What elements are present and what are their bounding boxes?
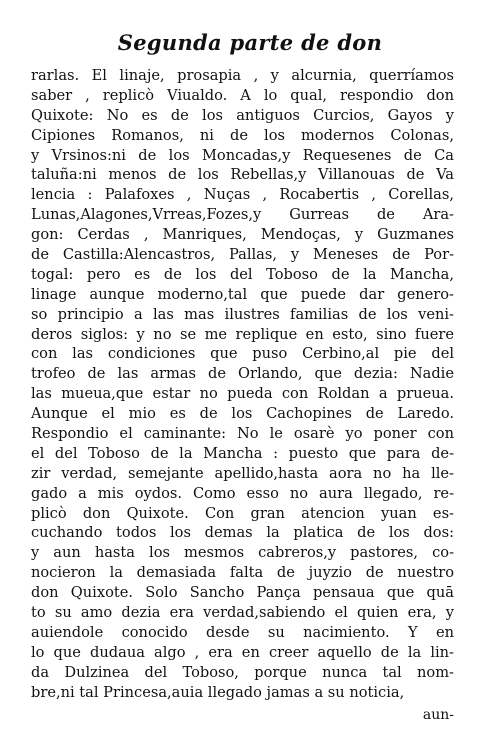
text-line: so principio a las mas ilustres familias de los veni-	[31, 305, 454, 323]
body-text	[31, 66, 454, 703]
catchword: aun-	[422, 707, 454, 723]
text-line: Lunas,Alagones,Vrreas,Fozes,y Gurreas de Ara-	[31, 206, 454, 224]
text-line: don Quixote. Solo Sancho Pança pensaua que quā	[31, 584, 454, 602]
text-line: trofeo de las armas de Orlando, que dezia: Nadie	[31, 365, 454, 383]
text-line: gon: Cerdas , Manriques, Mendoças, y Guzmanes	[31, 226, 454, 244]
text-line: deros siglos: y no se me replique en esto, sino fuere	[31, 325, 454, 343]
text-line: plicò don Quixote. Con gran atencion yuan es-	[31, 504, 454, 522]
text-line: togal: pero es de los del Toboso de la Mancha,	[31, 265, 454, 283]
text-line: to su amo dezia era verdad,sabiendo el quien era, y	[31, 604, 454, 622]
text-line: zir verdad, semejante apellido,hasta aora no ha lle-	[31, 464, 454, 482]
text-line: linage aunque moderno,tal que puede dar genero-	[31, 285, 454, 303]
text-line: bre,ni tal Princesa,auia llegado jamas a su noticia,	[31, 683, 405, 701]
text-line: y aun hasta los mesmos cabreros,y pastores, co-	[31, 544, 454, 562]
text-line: auiendole conocido desde su nacimiento. Y en	[31, 623, 454, 641]
text-line: da Dulzinea del Toboso, porque nunca tal nom-	[31, 663, 454, 681]
text-line: gado a mis oydos. Como esso no aura llegado, re-	[31, 484, 454, 502]
text-line: lo que dudaua algo , era en creer aquello de la lin-	[31, 643, 454, 661]
text-line: Quixote: No es de los antiguos Curcios, Gayos y	[31, 106, 454, 124]
text-line: el del Toboso de la Mancha : puesto que para de-	[31, 444, 454, 462]
text-line: rarlas. El linaje, prosapia , y alcurnia, querríamos	[31, 67, 454, 84]
text-line: taluña:ni menos de los Rebellas,y Villanouas de Va	[31, 166, 454, 184]
text-line: lencia : Palafoxes , Nuças , Rocabertis , Corellas,	[31, 186, 454, 204]
text-line: Respondio el caminante: No le osarè yo poner con	[31, 425, 454, 443]
text-line: nocieron la demasiada falta de juyzio de nuestro	[31, 564, 454, 582]
text-line: Cipiones Romanos, ni de los modernos Colonas,	[31, 126, 454, 144]
text-line: cuchando todos los demas la platica de los dos:	[31, 524, 454, 542]
text-line: y Vrsinos:ni de los Moncadas,y Requesenes de Ca	[31, 146, 454, 164]
running-head: Segunda parte de don	[117, 30, 383, 55]
text-line: Aunque el mio es de los Cachopines de Laredo.	[31, 405, 454, 423]
text-line: saber , replicò Viualdo. A lo qual, respondio don	[31, 86, 454, 104]
text-line: con las condiciones que puso Cerbino,al pie del	[31, 345, 454, 363]
text-line: las mueua,que estar no pueda con Roldan a prueua.	[31, 385, 454, 403]
text-line: de Castilla:Alencastros, Pallas, y Meneses de Por-	[31, 246, 454, 264]
